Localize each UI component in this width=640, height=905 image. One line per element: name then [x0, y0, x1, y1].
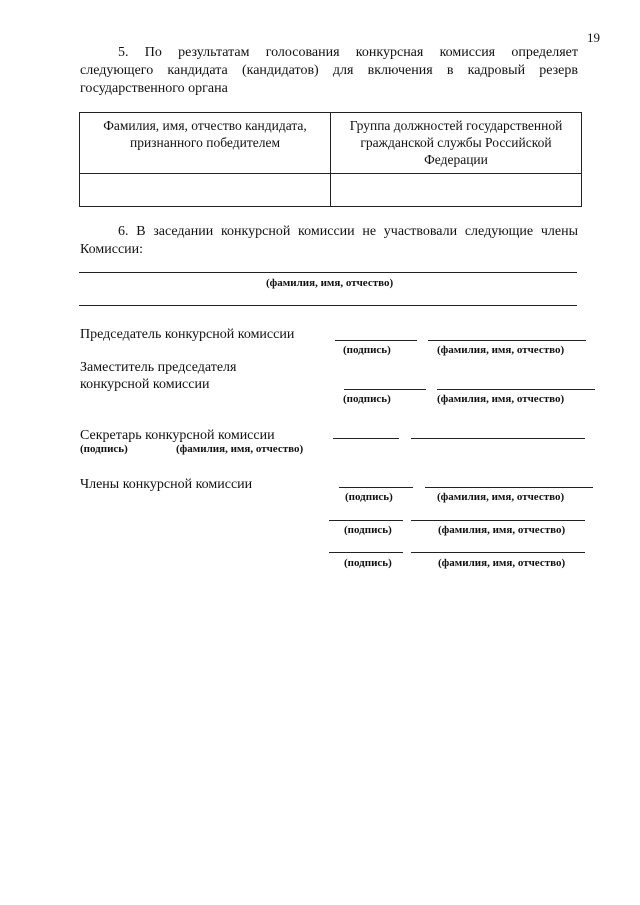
column-header-candidate: Фамилия, имя, отчество кандидата, признанного победителем — [80, 113, 331, 174]
member-1-name-line — [425, 487, 593, 488]
member-2-signature-caption: (подпись) — [344, 524, 392, 536]
candidate-table — [79, 112, 582, 207]
deputy-signature-caption: (подпись) — [343, 393, 391, 405]
member-3-signature-caption: (подпись) — [344, 557, 392, 569]
member-3-name-line — [411, 552, 585, 553]
member-3-signature-line — [329, 552, 403, 553]
secretary-name-caption: (фамилия, имя, отчество) — [176, 443, 304, 455]
secretary-signature-line — [333, 438, 399, 439]
page-number: 19 — [587, 30, 600, 45]
member-1-signature-caption: (подпись) — [345, 491, 393, 503]
section-6-text: 6. В заседании конкурсной комиссии не участвовали следующие члены Комиссии: — [80, 224, 578, 257]
absent-members-line-1 — [79, 272, 577, 273]
chairman-signature-line — [335, 340, 417, 341]
member-1-signature-line — [339, 487, 413, 488]
deputy-signature-line — [344, 389, 426, 390]
member-2-name-line — [411, 520, 585, 521]
deputy-name-line — [437, 389, 595, 390]
deputy-label-line-2: конкурсной комиссии — [80, 377, 210, 392]
chairman-label: Председатель конкурсной комиссии — [80, 327, 295, 342]
table-cell-candidate[interactable] — [80, 174, 331, 207]
column-header-position-group: Группа должностей государственной гражданской службы Российской Федерации — [331, 113, 582, 174]
table-cell-position-group[interactable] — [331, 174, 582, 207]
table-row — [80, 174, 582, 207]
chairman-name-caption: (фамилия, имя, отчество) — [437, 344, 565, 356]
absent-members-line-2 — [79, 305, 577, 306]
member-2-signature-line — [329, 520, 403, 521]
member-1-name-caption: (фамилия, имя, отчество) — [437, 491, 565, 503]
absent-members-caption: (фамилия, имя, отчество) — [266, 277, 394, 289]
section-5-text: 5. По результатам голосования конкурсная комиссия определяет следующего кандидата (кандидатов) для включения в кадровый резерв государственного органа — [80, 45, 578, 96]
chairman-signature-caption: (подпись) — [343, 344, 391, 356]
member-2-name-caption: (фамилия, имя, отчество) — [438, 524, 566, 536]
deputy-label-line-1: Заместитель председателя — [80, 360, 237, 375]
deputy-name-caption: (фамилия, имя, отчество) — [437, 393, 565, 405]
table-header-row — [80, 113, 582, 174]
secretary-label: Секретарь конкурсной комиссии — [80, 428, 275, 443]
member-3-name-caption: (фамилия, имя, отчество) — [438, 557, 566, 569]
secretary-signature-caption: (подпись) — [80, 443, 128, 455]
secretary-name-line — [411, 438, 585, 439]
members-label: Члены конкурсной комиссии — [80, 477, 253, 492]
chairman-name-line — [428, 340, 586, 341]
